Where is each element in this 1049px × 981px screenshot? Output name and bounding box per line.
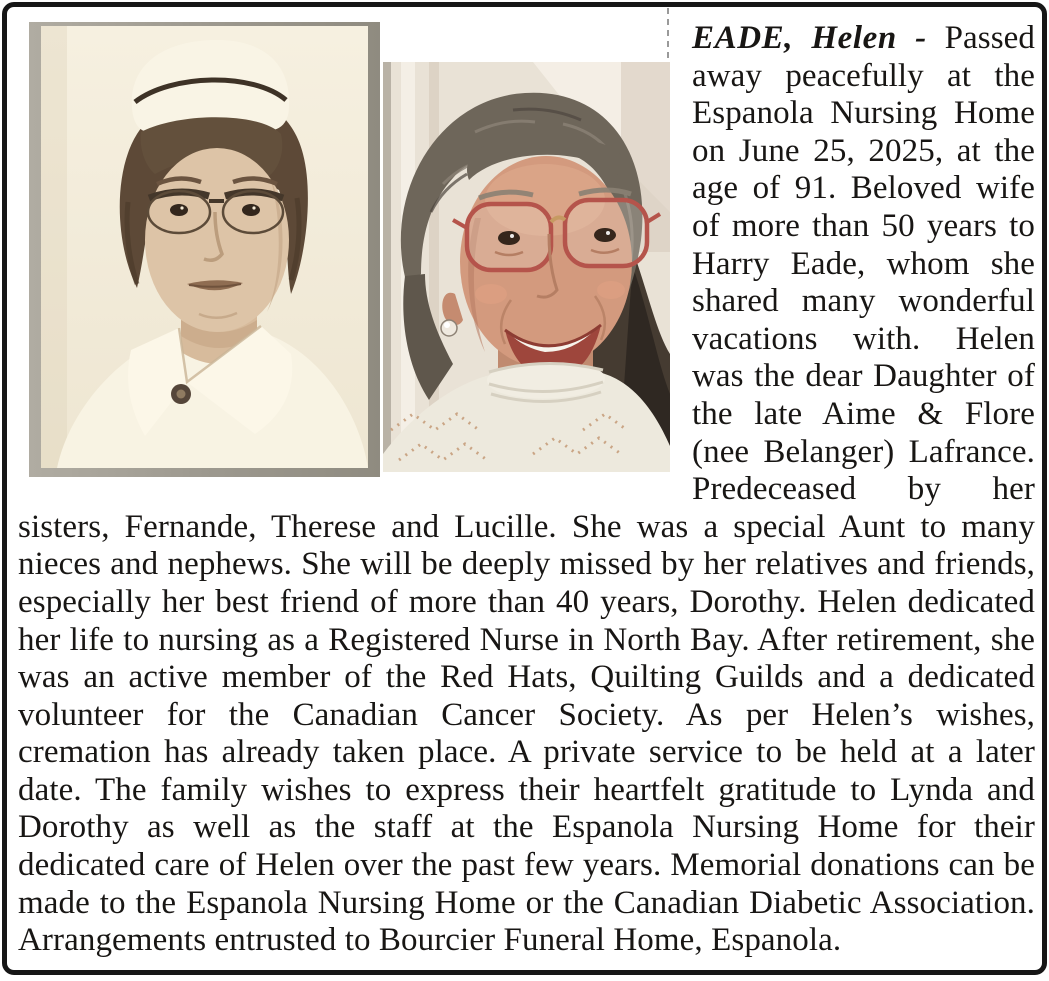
elderly-portrait-svg	[383, 62, 670, 472]
nurse-portrait-svg	[29, 22, 380, 477]
dashed-crop-mark	[667, 8, 669, 58]
photo-elderly-woman	[383, 62, 670, 472]
obituary-body: Passed away peacefully at the Espanola Nursing Home on June 25, 2025, at the age of 91. Beloved wife of more than 50 years to Harry Eade, whom she shared many wonderful vacations with. Helen was the dear Daughter of the late Aime & Flore (nee Belanger) Lafrance. Predeceased by her sisters, Fernande, Therese and Lucille. She was a special Aunt to many nieces and nephews. She will be deeply missed by her relatives and friends, especially her best friend of more than 40 years, Dorothy. Helen dedicated her life to nursing as a Registered Nurse in North Bay. After retirement, she was an active member of the Red Hats, Quilting Guilds and a dedicated volunteer for the Canadian Cancer Society. As per Helen’s wishes, cremation has already taken place. A private service to be held at a later date. The family wishes to express their heartfelt gratitude to Lynda and Dorothy as well as the staff at the Espanola Nursing Home for their dedicated care of Helen over the past few years. Memorial donations can be made to the Espanola Nursing Home or the Canadian Diabetic Association. Arrangements entrusted to Bourcier Funeral Home, Espanola.	[18, 20, 1035, 959]
photos-block	[18, 20, 678, 478]
obituary-content	[7, 7, 1042, 970]
obituary-border	[2, 2, 1047, 975]
photo-young-nurse-bw	[29, 22, 380, 477]
deceased-name: EADE, Helen -	[692, 20, 927, 56]
